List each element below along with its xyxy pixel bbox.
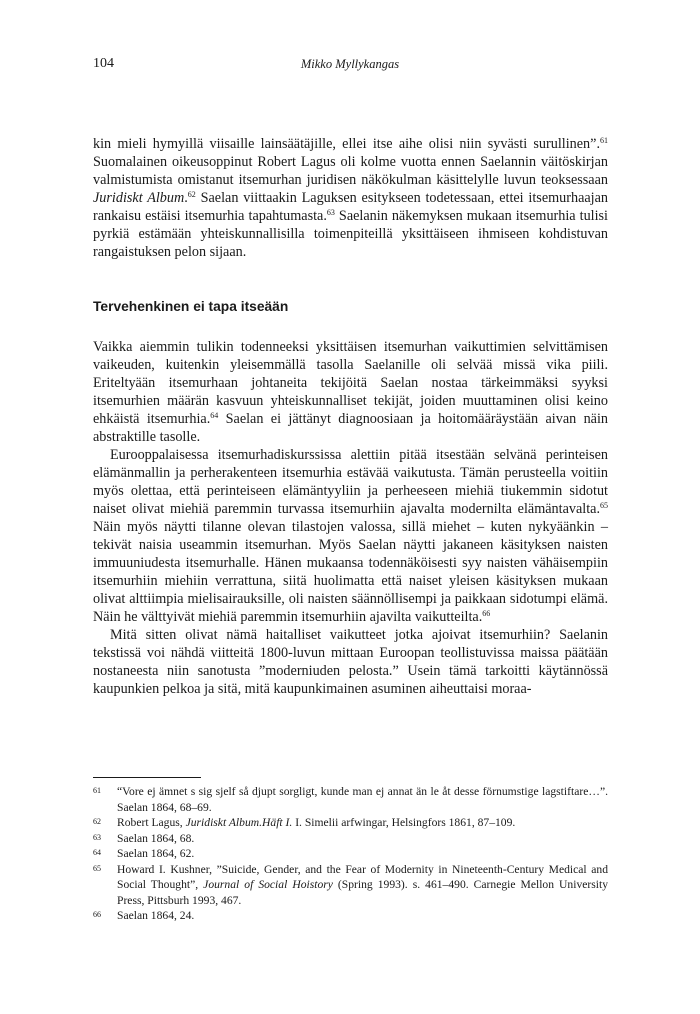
footnote-64 xyxy=(93,846,608,862)
footnote-number: 66 xyxy=(93,910,101,919)
footnote-63 xyxy=(93,831,608,847)
footnote-text: Saelan 1864, 68. xyxy=(117,831,195,845)
paragraph-3: Eurooppalaisessa itsemurhadiskurssissa alettiin pitää itsestään selvänä perinteisen elämänmallin ja perherakenteen itsemurhia estävää vaikutusta. Tämän perusteella voitiin myös olettaa, että perinteiseen elämäntyyliin ja perheeseen miehiä tiukemmin sidotut naiset olivat miehiä paremmin turvassa itsemurhiin ajavalta modernilta elämäntavalta.$^{65}$ Näin myös näytti tilanne olevan tilastojen valossa, sillä miehet – kuten nykyäänkin – tekivät naisia useammin itsemurhan. Myös Saelan näytti jakaneen käsityksen naisten immuuniudesta itsemurhalle. Hänen mukaansa todennäköisesti syy naisten vähäisempiin itsemurhiin miehiin verrattuna, siitä huolimatta että naiset yleisen käsityksen mukaan olivat alttiimpia mielisairauksille, oli naisten säännöllisempi ja paikkaan sidotumpi elämä. Näin he välttyivät miehiä paremmin itsemurhiin ajavilta vaikutteilta.$^{66}$ xyxy=(93,447,608,625)
footnote-text: Howard I. Kushner, ”Suicide, Gender, and the Fear of Modernity in Nineteenth-Century Medical and Social Thought”, Journal of Social Hoistory (Spring 1993). s. 461–490. Carnegie Mellon University Press, Pittsburh 1993, 467. xyxy=(117,862,609,907)
body-text xyxy=(93,135,608,698)
section-heading: Tervehenkinen ei tapa itseään xyxy=(93,299,289,314)
footnote-ref-61[interactable]: 61 xyxy=(600,136,608,145)
footnote-number: 63 xyxy=(93,832,101,842)
footnotes xyxy=(93,784,608,924)
footnote-62 xyxy=(93,815,608,831)
footnote-ref-66[interactable]: 66 xyxy=(482,609,491,618)
footnote-ref-65[interactable]: 65 xyxy=(600,501,608,510)
paragraph-4: Mitä sitten olivat nämä haitalliset vaikutteet jotka ajoivat itsemurhiin? Saelanin tekstissä voi nähdä viitteitä 1800-luvun mittaan Euroopan teollistuvissa maissa päätään nostaneesta niin sanotusta ”moderniuden pelosta.” Usein tämä tarkoitti käytännössä kaupunkien pelkoa ja sitä, mitä kaupunkimainen asuminen aiheuttaisi moraa- xyxy=(93,627,608,697)
footnote-ref-64[interactable]: 64 xyxy=(210,411,219,420)
footnote-text: “Vore ej ämnet s sig sjelf så djupt sorgligt, kunde man ej annat än le åt desse förnumstige lagstiftare…”. Saelan 1864, 68–69. xyxy=(117,785,608,814)
footnote-66 xyxy=(93,908,608,924)
footnote-number: 62 xyxy=(93,817,101,826)
footnote-61 xyxy=(93,784,608,815)
footnote-text: Saelan 1864, 24. xyxy=(117,909,195,922)
paragraph-1: kin mieli hymyillä viisaille lainsäätäjille, ellei itse aihe olisi niin syvästi surullinen”.$^{61}$ Suomalainen oikeusoppinut Robert Lagus oli kolme vuotta ennen Saelannin väitöskirjan valmistumista omistanut itsemurhan juridisen näkökulman käsittelylle luvun teoksessaan Juridiskt Album.$^{62}$ Saelan viittaakin Laguksen esitykseen todetessaan, ettei itsemurhaajan rankaisu estäisi itsemurhia tapahtumasta.$^{63}$ Saelanin näkemyksen mukaan itsemurhia tulisi pyrkiä estämään yhteiskunnallisilla toimenpiteillä yksittäiseen ihmiseen kohdistuvan rangaistuksen pelon sijaan. xyxy=(93,136,609,260)
page-number: 104 xyxy=(93,56,114,71)
footnote-text: Robert Lagus, Juridiskt Album.Häft I. I. Simelii arfwingar, Helsingfors 1861, 87–109. xyxy=(117,816,516,829)
work-title: Juridiskt Album xyxy=(93,190,185,206)
footnote-text: Saelan 1864, 62. xyxy=(117,847,195,860)
footnote-number: 64 xyxy=(93,848,101,857)
footnote-number: 61 xyxy=(93,786,101,795)
footnote-ref-63[interactable]: 63 xyxy=(326,208,335,217)
paragraph-2: Vaikka aiemmin tulikin todenneeksi yksittäisen itsemurhan vaikuttimien selvittämisen vaikeuden, kuitenkin yleisemmällä tasolla Saelanille oli selvää missä vika piili. Eriteltyään itsemurhaan johtaneita tekijöitä Saelan nostaa tärkeimmäksi syyksi itsemurhien määrän kasvuun yhteiskunnalliset tekijät, joiden muuttaminen olisi keino ehkäistä itsemurhia.$^{64}$ Saelan ei jättänyt diagnoosiaan ja hoitomääräystään aivan näin abstraktille tasolle. xyxy=(93,339,608,445)
footnote-ref-62[interactable]: 62 xyxy=(187,190,196,199)
footnote-number: 65 xyxy=(93,863,101,873)
footnote-65 xyxy=(93,862,608,909)
footnote-divider xyxy=(93,777,201,778)
running-head-author: Mikko Myllykangas xyxy=(300,57,400,71)
